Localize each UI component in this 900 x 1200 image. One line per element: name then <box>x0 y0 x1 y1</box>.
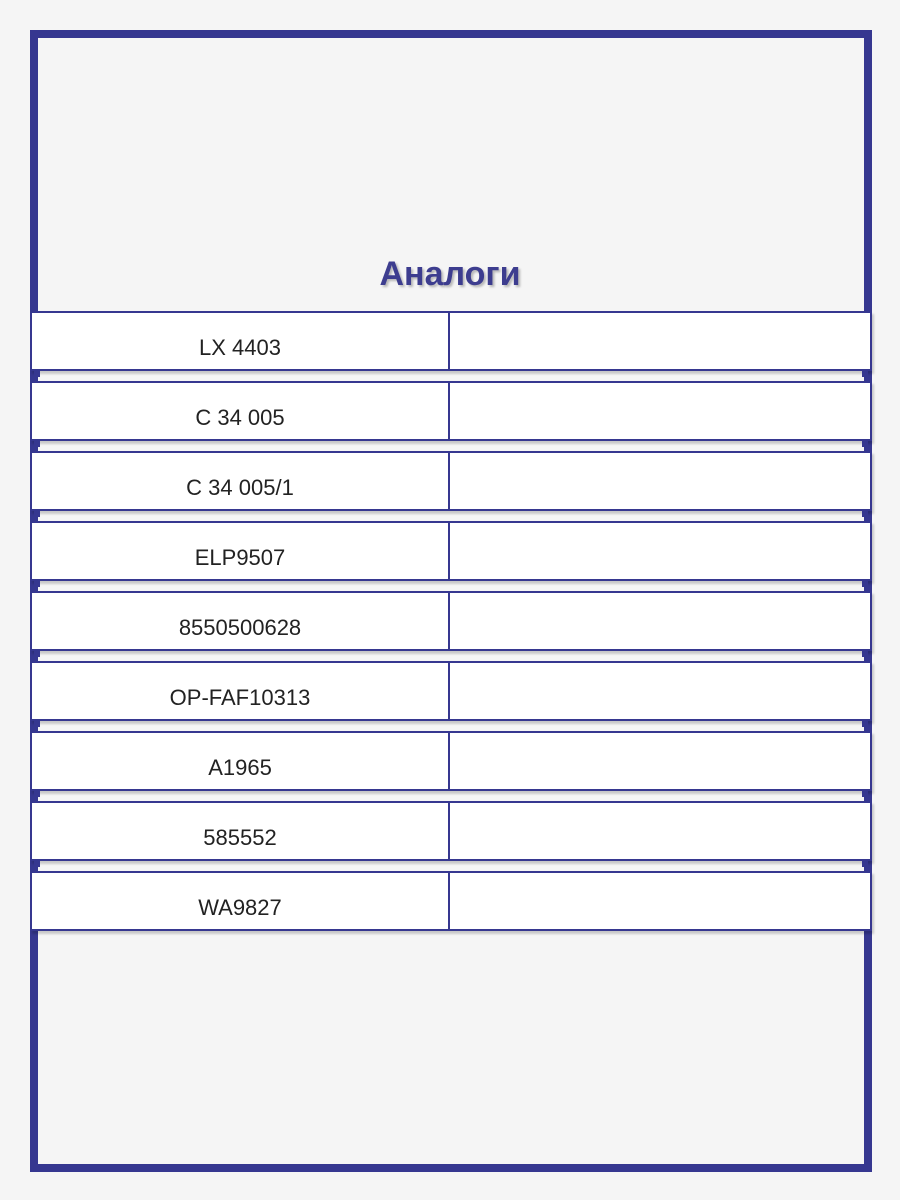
analog-code: WA9827 <box>32 873 450 929</box>
table-row <box>30 871 872 931</box>
analog-code: OP-FAF10313 <box>32 663 450 719</box>
analog-value <box>450 313 870 369</box>
table-row <box>30 381 872 441</box>
analog-value <box>450 523 870 579</box>
table-row <box>30 591 872 651</box>
analog-value <box>450 663 870 719</box>
analog-code: 8550500628 <box>32 593 450 649</box>
table-row <box>30 661 872 721</box>
page-title: Аналоги <box>379 255 521 293</box>
analog-value <box>450 733 870 789</box>
analog-value <box>450 593 870 649</box>
analog-value <box>450 453 870 509</box>
table-row <box>30 521 872 581</box>
analog-value <box>450 873 870 929</box>
table-row <box>30 801 872 861</box>
analog-code: ELP9507 <box>32 523 450 579</box>
analog-code: A1965 <box>32 733 450 789</box>
analog-code: 585552 <box>32 803 450 859</box>
analog-code: C 34 005 <box>32 383 450 439</box>
table-row <box>30 731 872 791</box>
analog-value <box>450 803 870 859</box>
analog-code: LX 4403 <box>32 313 450 369</box>
analogs-table <box>30 311 872 941</box>
table-row <box>30 311 872 371</box>
analog-value <box>450 383 870 439</box>
analog-code: C 34 005/1 <box>32 453 450 509</box>
table-row <box>30 451 872 511</box>
